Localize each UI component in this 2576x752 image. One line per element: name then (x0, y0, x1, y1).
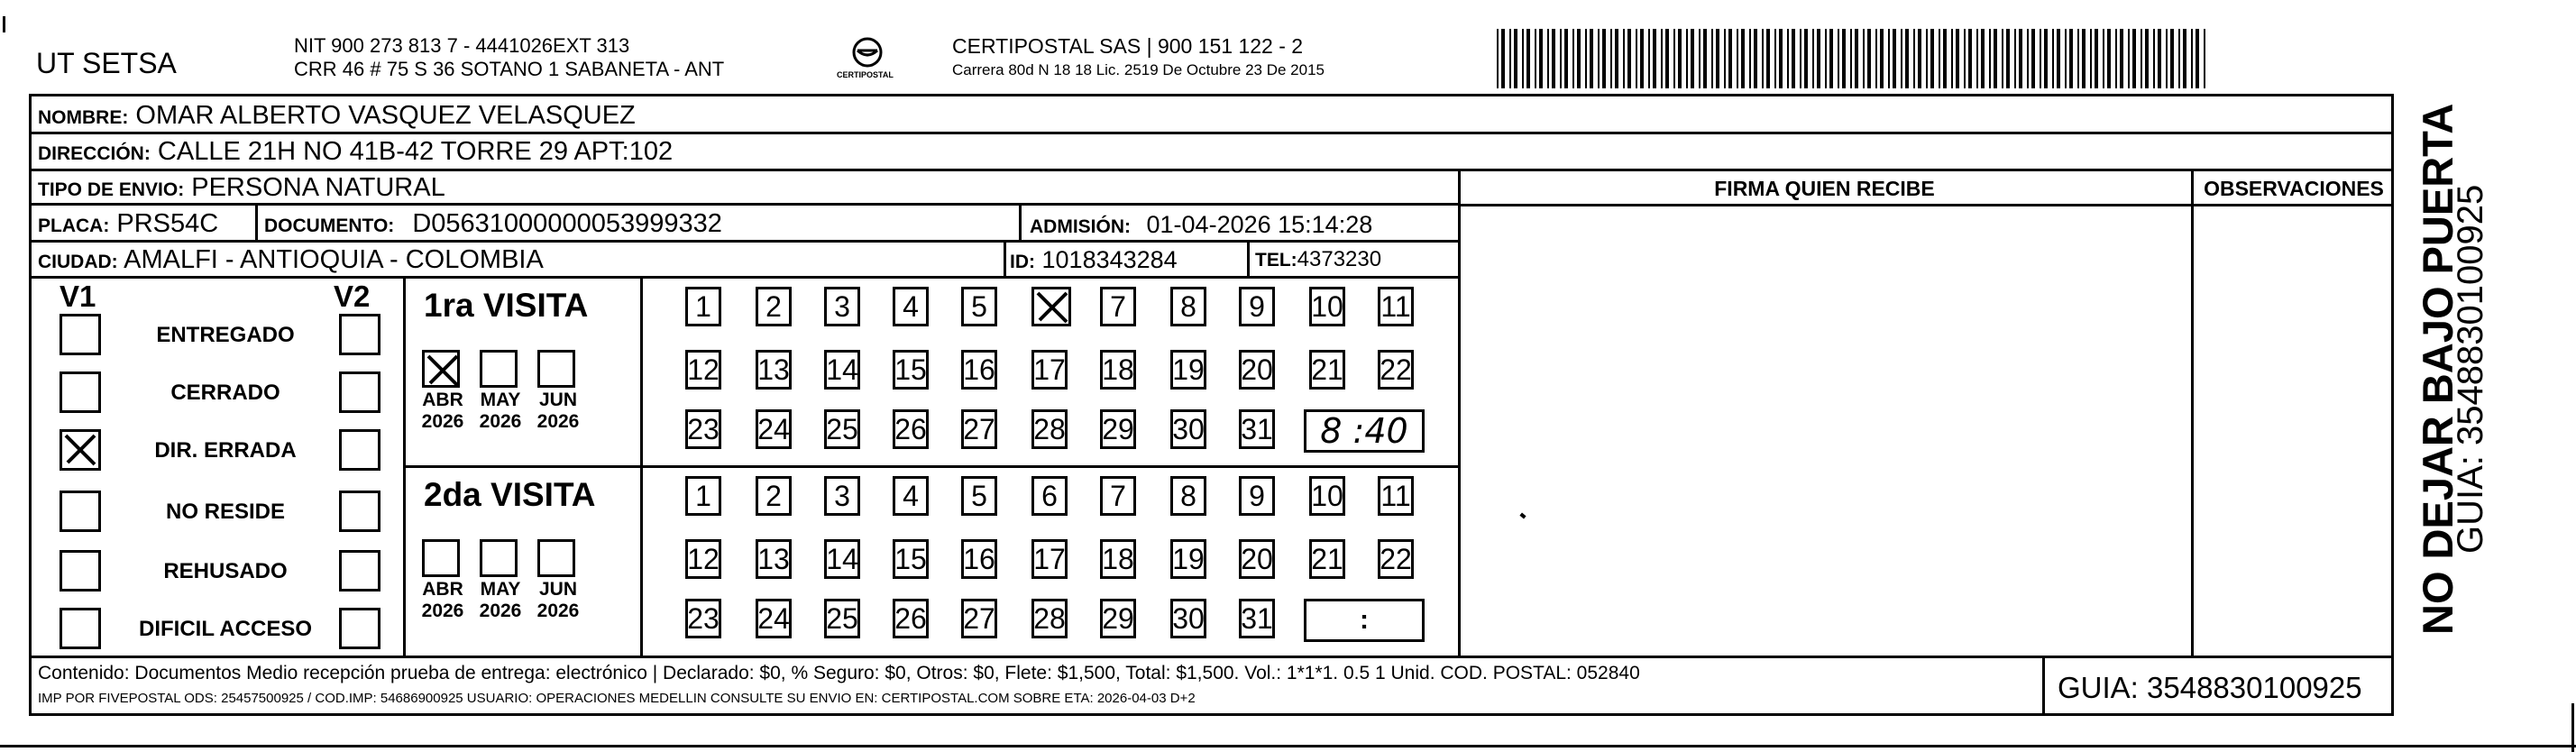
day-cell[interactable] (1170, 409, 1206, 449)
status-label: NO RESIDE (165, 500, 286, 524)
day-cell[interactable] (685, 599, 721, 638)
month-label: MAY (480, 390, 521, 410)
day-cell[interactable] (1309, 350, 1345, 390)
logo-text: CERTIPOSTAL (837, 70, 894, 79)
admision-value: 01-04-2026 15:14:28 (1146, 211, 1373, 238)
day-number: 10 (1311, 479, 1343, 512)
day-number: 3 (834, 289, 850, 323)
day-cell[interactable] (1309, 539, 1345, 579)
certipostal-line-1: CERTIPOSTAL SAS | 900 151 122 - 2 (952, 34, 1304, 58)
id-label: ID: (1010, 252, 1035, 272)
day-cell[interactable] (893, 287, 929, 326)
x-mark-icon (425, 353, 461, 389)
admision-cell (1030, 211, 1372, 239)
day-cell[interactable] (1031, 409, 1068, 449)
day-cell[interactable] (1378, 539, 1414, 579)
nombre-row (38, 101, 636, 131)
documento-value: D05631000000053999332 (412, 209, 722, 238)
barcode (1497, 29, 2209, 88)
day-number: 14 (826, 542, 858, 575)
day-cell[interactable] (824, 287, 860, 326)
day-number: 24 (757, 412, 790, 445)
day-number: 9 (1249, 479, 1265, 512)
footer-print-line: IMP POR FIVEPOSTAL ODS: 25457500925 / COD.IMP: 54686900925 USUARIO: OPERACIONES MEDELLIN CONSULTE SU ENVIO EN: CERTIPOSTAL.COM SOBRE ETA: 2026-04-03 D+2 (38, 691, 1196, 706)
day-number: 3 (834, 479, 850, 512)
month-checkbox[interactable] (480, 539, 518, 577)
day-number: 24 (757, 601, 790, 635)
day-number: 13 (757, 542, 790, 575)
placa-cell (38, 209, 218, 239)
day-cell[interactable] (685, 287, 721, 326)
day-number: 17 (1033, 542, 1066, 575)
time-value: 8 :40 (1320, 411, 1408, 451)
day-cell[interactable] (1239, 599, 1275, 638)
day-cell[interactable] (824, 409, 860, 449)
day-cell[interactable] (1170, 539, 1206, 579)
day-cell[interactable] (893, 476, 929, 516)
v1-header: V1 (60, 280, 96, 313)
status-label: ENTREGADO (156, 323, 295, 347)
day-cell[interactable] (1378, 476, 1414, 516)
day-cell[interactable] (1309, 476, 1345, 516)
day-number: 12 (687, 542, 720, 575)
day-number: 18 (1102, 542, 1134, 575)
month-checkbox[interactable] (537, 350, 575, 388)
day-number: 15 (894, 542, 927, 575)
day-number: 26 (894, 412, 927, 445)
day-number: 4 (903, 289, 919, 323)
v2-checkbox[interactable] (339, 491, 380, 532)
direccion-row (38, 137, 673, 167)
day-cell[interactable] (1031, 287, 1071, 326)
side-warning: NO DEJAR BAJO PUERTA (2414, 103, 2461, 635)
day-number: 5 (971, 479, 987, 512)
day-number: 12 (687, 353, 720, 386)
status-label: DIR. ERRADA (154, 438, 297, 463)
v1-checkbox[interactable] (60, 550, 101, 592)
day-cell[interactable] (756, 539, 792, 579)
day-number: 26 (894, 601, 927, 635)
day-number: 11 (1380, 289, 1411, 323)
month-label: JUN (538, 390, 577, 410)
tipo-envio-label: TIPO DE ENVIO: (38, 179, 185, 200)
day-number: 18 (1102, 353, 1134, 386)
v2-checkbox[interactable] (339, 314, 380, 355)
day-cell[interactable] (1100, 476, 1136, 516)
day-cell[interactable] (1309, 287, 1345, 326)
day-number: 30 (1172, 412, 1205, 445)
month-checkbox[interactable] (480, 350, 518, 388)
day-number: 19 (1172, 542, 1205, 575)
v2-header: V2 (334, 280, 371, 313)
day-cell[interactable] (1239, 409, 1275, 449)
day-number: 7 (1110, 479, 1126, 512)
day-number: 15 (894, 353, 927, 386)
day-number: 22 (1380, 542, 1412, 575)
ciudad-label: CIUDAD: (38, 252, 118, 272)
day-number: 17 (1033, 353, 1066, 386)
day-cell[interactable] (824, 599, 860, 638)
v2-checkbox[interactable] (339, 550, 380, 592)
day-cell[interactable] (756, 350, 792, 390)
day-cell[interactable] (1100, 350, 1136, 390)
day-cell[interactable] (893, 409, 929, 449)
day-number: 23 (687, 601, 720, 635)
id-cell (1010, 246, 1178, 274)
day-number: 31 (1241, 601, 1273, 635)
visit-title: 1ra VISITA (424, 287, 589, 324)
day-number: 2 (765, 479, 782, 512)
tel-label: TEL: (1255, 250, 1297, 271)
day-cell[interactable] (961, 599, 997, 638)
month-checkbox[interactable] (422, 350, 460, 388)
day-cell[interactable] (893, 350, 929, 390)
nombre-label: NOMBRE: (38, 107, 129, 128)
day-number: 21 (1311, 542, 1343, 575)
side-guia: GUIA: 3548830100925 (2451, 184, 2490, 554)
day-number: 30 (1172, 601, 1205, 635)
day-number: 1 (695, 479, 711, 512)
day-number: 28 (1033, 412, 1066, 445)
certipostal-line-2: Carrera 80d N 18 18 Lic. 2519 De Octubre 23 De 2015 (952, 61, 1325, 78)
day-number: 9 (1249, 289, 1265, 323)
nit-line-2: CRR 46 # 75 S 36 SOTANO 1 SABANETA - ANT (294, 58, 725, 80)
v2-checkbox[interactable] (339, 371, 380, 413)
company-name: UT SETSA (36, 47, 177, 79)
tel-value: 4373230 (1297, 247, 1382, 271)
year-label: 2026 (479, 411, 522, 432)
day-number: 23 (687, 412, 720, 445)
day-cell[interactable] (893, 599, 929, 638)
day-number: 25 (826, 412, 858, 445)
day-number: 20 (1241, 542, 1273, 575)
day-cell[interactable] (824, 350, 860, 390)
status-label: CERRADO (170, 381, 280, 405)
day-cell[interactable] (961, 287, 997, 326)
day-cell[interactable] (1170, 287, 1206, 326)
day-cell[interactable] (685, 476, 721, 516)
day-number: 31 (1241, 412, 1273, 445)
margin-tick (3, 16, 5, 32)
day-number: 7 (1110, 289, 1126, 323)
day-cell[interactable] (1100, 599, 1136, 638)
visit-title: 2da VISITA (424, 476, 596, 513)
day-number: 29 (1102, 412, 1134, 445)
day-cell[interactable] (756, 599, 792, 638)
day-number: 1 (695, 289, 711, 323)
year-label: 2026 (536, 411, 580, 432)
day-number: 4 (903, 479, 919, 512)
day-number: 16 (963, 542, 995, 575)
day-cell[interactable] (1100, 409, 1136, 449)
month-label: ABR (422, 579, 463, 600)
day-number: 6 (1041, 479, 1058, 512)
day-cell[interactable] (1170, 599, 1206, 638)
day-cell[interactable] (1239, 539, 1275, 579)
admision-label: ADMISIÓN: (1030, 216, 1131, 237)
v2-checkbox[interactable] (339, 429, 380, 471)
day-cell[interactable] (1239, 287, 1275, 326)
year-label: 2026 (421, 411, 464, 432)
day-number: 27 (963, 412, 995, 445)
day-number: 8 (1180, 289, 1196, 323)
day-cell[interactable] (685, 350, 721, 390)
x-mark-icon (62, 432, 98, 468)
day-cell[interactable] (685, 539, 721, 579)
footer-content-line: Contenido: Documentos Medio recepción prueba de entrega: electrónico | Declarado: $0, % Seguro: $0, Otros: $0, Flete: $1,500, Total: $1,500. Vol.: 1*1*1. 0.5 1 Unid. COD. POSTAL: 052840 (38, 663, 1640, 683)
month-label: MAY (480, 579, 521, 600)
day-number: 20 (1241, 353, 1273, 386)
ciudad-cell (38, 245, 544, 275)
day-cell[interactable] (1378, 287, 1414, 326)
day-number: 19 (1172, 353, 1205, 386)
day-cell[interactable] (961, 539, 997, 579)
day-number: 13 (757, 353, 790, 386)
day-cell[interactable] (1170, 476, 1206, 516)
day-cell[interactable] (824, 476, 860, 516)
barcode-graphic (1497, 29, 2209, 88)
id-value: 1018343284 (1041, 246, 1178, 273)
direccion-label: DIRECCIÓN: (38, 143, 151, 164)
day-cell[interactable] (893, 539, 929, 579)
v1-checkbox[interactable] (60, 608, 101, 649)
tipo-envio-value: PERSONA NATURAL (191, 173, 445, 202)
day-cell[interactable] (685, 409, 721, 449)
tel-cell (1255, 247, 1381, 272)
day-cell[interactable] (756, 409, 792, 449)
documento-label: DOCUMENTO: (264, 216, 395, 236)
nit-line-1: NIT 900 273 813 7 - 4441026EXT 313 (294, 34, 630, 57)
day-number: 21 (1311, 353, 1343, 386)
placa-label: PLACA: (38, 216, 110, 236)
day-cell[interactable] (1100, 287, 1136, 326)
day-cell[interactable] (1239, 476, 1275, 516)
day-cell[interactable] (756, 287, 792, 326)
day-cell[interactable] (1378, 350, 1414, 390)
page-bottom-edge (0, 745, 2576, 747)
day-number: 28 (1033, 601, 1066, 635)
month-checkbox[interactable] (537, 539, 575, 577)
day-cell[interactable] (1031, 476, 1068, 516)
day-cell[interactable] (756, 476, 792, 516)
day-cell[interactable] (961, 350, 997, 390)
year-label: 2026 (421, 601, 464, 621)
day-number: 2 (765, 289, 782, 323)
day-number: 27 (963, 601, 995, 635)
v1-checkbox[interactable] (60, 491, 101, 532)
v1-checkbox[interactable] (60, 429, 101, 471)
day-number: 25 (826, 601, 858, 635)
day-cell[interactable] (1031, 350, 1068, 390)
day-cell[interactable] (1031, 599, 1068, 638)
certipostal-logo (831, 34, 903, 87)
time-field[interactable] (1304, 409, 1425, 453)
firma-header: FIRMA QUIEN RECIBE (1714, 177, 1935, 200)
observaciones-header: OBSERVACIONES (2204, 177, 2384, 200)
month-label: JUN (538, 579, 577, 600)
day-cell[interactable] (1031, 539, 1068, 579)
footer-guia: GUIA: 3548830100925 (2058, 671, 2362, 704)
day-number: 5 (971, 289, 987, 323)
day-number: 16 (963, 353, 995, 386)
x-mark-icon (1034, 289, 1070, 326)
ciudad-value: AMALFI - ANTIOQUIA - COLOMBIA (124, 245, 544, 274)
day-cell[interactable] (1100, 539, 1136, 579)
v1-checkbox[interactable] (60, 371, 101, 413)
status-label: REHUSADO (163, 559, 288, 583)
v2-checkbox[interactable] (339, 608, 380, 649)
month-checkbox[interactable] (422, 539, 460, 577)
direccion-value: CALLE 21H NO 41B-42 TORRE 29 APT:102 (157, 137, 674, 166)
placa-value: PRS54C (116, 209, 219, 238)
time-value: : (1360, 605, 1369, 635)
day-cell[interactable] (961, 409, 997, 449)
tipo-envio-row (38, 173, 445, 203)
year-label: 2026 (479, 601, 522, 621)
day-cell[interactable] (1239, 350, 1275, 390)
day-number: 14 (826, 353, 858, 386)
month-label: ABR (422, 390, 463, 410)
page-right-edge (2571, 703, 2574, 752)
day-number: 22 (1380, 353, 1412, 386)
day-number: 29 (1102, 601, 1134, 635)
day-number: 8 (1180, 479, 1196, 512)
status-label: DIFICIL ACCESO (138, 617, 312, 641)
nombre-value: OMAR ALBERTO VASQUEZ VELASQUEZ (135, 101, 636, 130)
day-cell[interactable] (961, 476, 997, 516)
time-field[interactable] (1304, 599, 1425, 642)
v1-checkbox[interactable] (60, 314, 101, 355)
day-number: 10 (1311, 289, 1343, 323)
documento-cell (264, 209, 722, 239)
day-number: 11 (1380, 479, 1411, 512)
year-label: 2026 (536, 601, 580, 621)
day-cell[interactable] (1170, 350, 1206, 390)
day-cell[interactable] (824, 539, 860, 579)
